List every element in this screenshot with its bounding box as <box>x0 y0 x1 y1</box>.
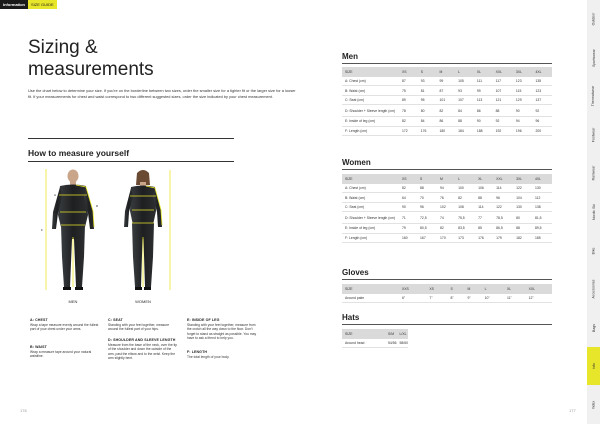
table-row <box>342 77 552 86</box>
table-cell: 6" <box>399 294 426 303</box>
tab-sportswear[interactable] <box>587 39 600 79</box>
table-row <box>342 294 552 303</box>
tab-label: Bike <box>591 247 596 254</box>
table-cell: 89,5 <box>532 224 552 233</box>
column-header: L <box>455 174 475 184</box>
divider <box>28 138 234 139</box>
page-title-line1: Sizing & <box>28 37 98 58</box>
table-cell: 95 <box>418 95 437 104</box>
note-title: F: LENGTH <box>187 350 208 354</box>
table-cell: 138 <box>532 202 552 211</box>
row-label: C: Seat (cm) <box>342 95 399 104</box>
table-cell: 93 <box>418 77 437 86</box>
divider <box>342 279 552 280</box>
table-cell: 88 <box>475 193 493 202</box>
column-header: 3XL <box>513 67 533 77</box>
table-cell: 172 <box>399 126 418 135</box>
section-tabs <box>587 0 600 424</box>
table-cell: 74 <box>437 212 455 224</box>
column-header: SIZE <box>342 67 399 77</box>
table-cell: 79 <box>399 224 417 233</box>
table-cell: 77 <box>475 212 493 224</box>
tab-label: Sportswear <box>591 48 596 67</box>
tab-accessories[interactable] <box>587 270 600 310</box>
table-cell: 9" <box>465 294 482 303</box>
right-page-number: 177 <box>569 408 576 413</box>
column-header: XXL <box>493 174 513 184</box>
table-cell: 88 <box>513 224 532 233</box>
table-cell: 111 <box>474 77 493 86</box>
table-cell: 180 <box>436 126 455 135</box>
table-cell: 105 <box>455 77 474 86</box>
table-cell: 182 <box>513 233 532 242</box>
table-cell: 130 <box>513 202 532 211</box>
table-cell: 129 <box>513 95 533 104</box>
note-length <box>187 350 257 359</box>
table-cell: 88 <box>493 105 513 117</box>
note-text: The total length of your body. <box>187 354 230 359</box>
table-cell: 78 <box>399 105 418 117</box>
column-header: S <box>448 284 465 294</box>
table-cell: 82 <box>436 105 455 117</box>
table-cell: 81 <box>418 86 437 95</box>
table-cell: 107 <box>493 86 513 95</box>
divider <box>342 169 552 170</box>
column-header: M <box>436 67 455 77</box>
men-figure-letter-d: D <box>96 204 99 208</box>
header-tag <box>0 0 57 9</box>
table-cell: 167 <box>417 233 437 242</box>
row-label: F: Length (cm) <box>342 233 399 242</box>
table-cell: 76 <box>437 193 455 202</box>
table-row <box>342 126 552 135</box>
page-title <box>28 37 188 81</box>
tab-info[interactable] <box>587 347 600 387</box>
men-size-table <box>342 67 552 136</box>
tab-label: Outdoor <box>591 12 596 26</box>
table-row <box>342 184 552 193</box>
note-title: D: SHOULDER AND SLEEVE LENGTH <box>108 338 176 342</box>
left-page-number: 176 <box>20 408 27 413</box>
column-header: XXL <box>526 284 552 294</box>
table-cell: 64 <box>399 193 417 202</box>
table-cell: 106 <box>475 184 493 193</box>
women-figure <box>108 167 178 294</box>
table-row <box>342 117 552 126</box>
women-caption: WOMEN <box>135 299 151 304</box>
table-cell: 84 <box>455 105 474 117</box>
column-header: XS <box>399 174 417 184</box>
table-cell: 90 <box>399 202 417 211</box>
column-header: SIZE <box>342 174 399 184</box>
table-cell: 94 <box>437 184 455 193</box>
men-figure-letter-e: E <box>75 262 78 266</box>
column-header: XS <box>399 67 418 77</box>
table-header-row <box>342 284 552 294</box>
table-cell: 123 <box>532 86 552 95</box>
table-cell: 71 <box>399 212 417 224</box>
table-cell: 85 <box>475 224 493 233</box>
table-cell: 102 <box>437 202 455 211</box>
table-cell: 10" <box>482 294 504 303</box>
table-cell: 100 <box>455 184 475 193</box>
table-cell: 81,5 <box>532 212 552 224</box>
column-header: S <box>417 174 437 184</box>
table-cell: 170 <box>437 233 455 242</box>
table-cell: 96 <box>493 193 513 202</box>
table-cell: 86 <box>474 105 493 117</box>
table-cell: 96 <box>532 117 552 126</box>
table-cell: 176 <box>475 233 493 242</box>
note-text: Standing with your feet together, measure from the crotch all the way down to the floor. Don't forget to stand as straight as possible. You may have to ask a friend to help you. <box>187 322 257 341</box>
note-text: Wrap a tape measure evenly around the fullest part of your chest under your arms. <box>30 322 99 332</box>
table-cell: 122 <box>513 184 532 193</box>
table-row <box>342 202 552 211</box>
tab-label: Rainwear <box>591 166 596 181</box>
tab-rainwear[interactable] <box>587 154 600 194</box>
tab-label: Thermalwear <box>591 86 596 107</box>
table-cell: 80 <box>418 105 437 117</box>
note-inside-leg <box>187 318 257 341</box>
tab-footwear[interactable] <box>587 116 600 156</box>
gloves-size-table <box>342 284 552 303</box>
table-cell: 82 <box>399 117 418 126</box>
row-label: E: Inside of leg (cm) <box>342 224 399 233</box>
column-header: XS <box>426 284 447 294</box>
table-cell: 112 <box>532 193 552 202</box>
table-cell: 82 <box>399 184 417 193</box>
table-cell: 86 <box>436 117 455 126</box>
table-cell: 92 <box>532 105 552 117</box>
divider <box>342 324 552 325</box>
table-cell: 11" <box>504 294 526 303</box>
note-waist <box>30 345 100 359</box>
table-cell: 99 <box>474 86 493 95</box>
column-header: XL <box>474 67 493 77</box>
row-label: Around head <box>342 339 385 348</box>
table-header-row <box>342 67 552 77</box>
note-title: E: INSIDE OF LEG <box>187 318 220 322</box>
tab-label: Nordic Ski <box>591 204 596 220</box>
table-cell: 113 <box>474 95 493 104</box>
table-cell: 114 <box>475 202 493 211</box>
table-cell: 7" <box>426 294 447 303</box>
row-label: A: Chest (cm) <box>342 184 399 193</box>
note-text: Standing with your feet together, measure around the fullest part of your hips. <box>108 322 170 332</box>
note-title: A: CHEST <box>30 318 48 322</box>
tab-label: Accessories <box>591 279 596 299</box>
note-text: Measure from the base of the neck, over the tip of the shoulder and down the outside of the arm, past the elbow and to the wrist. Keep the arm slightly bent. <box>108 342 178 361</box>
table-cell: 96 <box>417 202 437 211</box>
row-label: Around palm <box>342 294 399 303</box>
column-header: S/M <box>385 329 397 339</box>
table-cell: 115 <box>513 86 533 95</box>
column-header: 4XL <box>532 67 552 77</box>
table-row <box>342 212 552 224</box>
table-cell: 122 <box>493 202 513 211</box>
table-cell: 88 <box>455 117 474 126</box>
row-label: A: Chest (cm) <box>342 77 399 86</box>
men-figure-letter-b: B <box>54 210 57 214</box>
table-row <box>342 193 552 202</box>
column-header: XL <box>504 284 526 294</box>
table-row <box>342 339 408 348</box>
table-row <box>342 233 552 242</box>
table-cell: 137 <box>532 95 552 104</box>
note-shoulder <box>108 338 178 361</box>
table-cell: 83,5 <box>455 224 475 233</box>
table-cell: 114 <box>493 184 513 193</box>
row-label: B: Waist (cm) <box>342 193 399 202</box>
table-header-row <box>342 174 552 184</box>
table-cell: 84 <box>418 117 437 126</box>
table-cell: 188 <box>474 126 493 135</box>
men-figure-letter-f: F <box>41 228 43 232</box>
table-cell: 90 <box>474 117 493 126</box>
column-header: S <box>418 67 437 77</box>
howto-title: How to measure yourself <box>28 148 130 158</box>
men-caption: MEN <box>68 299 78 304</box>
row-label: D: Shoulder + Sleeve length (cm) <box>342 212 399 224</box>
table-cell: 107 <box>455 95 474 104</box>
column-header: L <box>482 284 504 294</box>
column-header: M <box>465 284 482 294</box>
tab-outdoor[interactable] <box>587 0 600 40</box>
men-figure <box>38 167 108 294</box>
table-cell: 173 <box>455 233 475 242</box>
table-cell: 89 <box>399 95 418 104</box>
page-title-line2: measurements <box>28 59 154 80</box>
tab-label: Bags <box>591 323 596 332</box>
table-cell: 78,5 <box>493 212 513 224</box>
table-cell: 92 <box>493 117 513 126</box>
table-cell: 176 <box>418 126 437 135</box>
table-cell: 90 <box>513 105 533 117</box>
row-label: C: Seat (cm) <box>342 202 399 211</box>
column-header: SIZE <box>342 329 385 339</box>
table-header-row <box>342 329 408 339</box>
table-cell: 121 <box>493 95 513 104</box>
note-chest <box>30 318 100 332</box>
table-cell: 130 <box>532 184 552 193</box>
table-cell: 80,5 <box>417 224 437 233</box>
tab-thermalwear[interactable] <box>587 77 600 117</box>
men-figure-letter-a: A <box>54 193 57 197</box>
table-cell: 58/60 <box>397 339 409 348</box>
note-title: C: SEAT <box>108 318 123 322</box>
column-header: 4XL <box>532 174 552 184</box>
tab-label: Info <box>591 363 596 370</box>
gloves-title: Gloves <box>342 268 369 277</box>
table-cell: 86,5 <box>493 224 513 233</box>
table-cell: 12" <box>526 294 552 303</box>
table-cell: 93 <box>455 86 474 95</box>
table-cell: 196 <box>513 126 533 135</box>
tab-bags[interactable] <box>587 308 600 348</box>
men-title: Men <box>342 52 358 61</box>
column-header: M <box>437 174 455 184</box>
intro-text: Use the chart below to determine your size. If you're on the borderline between two sizes, order the smaller size for a tighter fit or the larger size for a looser fit. If your measurements for chest and waist correspond to two different suggested sizes, order the size indicated by your chest measurement. <box>28 88 296 99</box>
column-header: XXL <box>493 67 513 77</box>
table-cell: 75,5 <box>455 212 475 224</box>
table-cell: 101 <box>436 95 455 104</box>
column-header: XL <box>475 174 493 184</box>
table-cell: 99 <box>436 77 455 86</box>
table-cell: 104 <box>513 193 532 202</box>
hats-title: Hats <box>342 313 360 322</box>
women-title: Women <box>342 158 371 167</box>
column-header: L <box>455 67 474 77</box>
table-cell: 54/56 <box>385 339 397 348</box>
table-cell: 108 <box>455 202 475 211</box>
table-cell: 94 <box>513 117 533 126</box>
table-cell: 117 <box>493 77 513 86</box>
table-cell: 82 <box>437 224 455 233</box>
table-cell: 179 <box>493 233 513 242</box>
table-row <box>342 105 552 117</box>
table-cell: 82 <box>455 193 475 202</box>
header-section: Information <box>0 0 28 9</box>
row-label: B: Waist (cm) <box>342 86 399 95</box>
table-cell: 160 <box>399 233 417 242</box>
women-size-table <box>342 174 552 243</box>
divider <box>342 63 552 64</box>
hats-size-table <box>342 329 408 348</box>
column-header: SIZE <box>342 284 399 294</box>
table-cell: 80 <box>513 212 532 224</box>
column-header: 3XL <box>513 174 532 184</box>
table-row <box>342 224 552 233</box>
row-label: F: Length (cm) <box>342 126 399 135</box>
table-cell: 87 <box>436 86 455 95</box>
table-cell: 70 <box>417 193 437 202</box>
note-title: B: WAIST <box>30 345 47 349</box>
tab-label: Footwear <box>591 127 596 143</box>
column-header: XXS <box>399 284 426 294</box>
header-page: SIZE GUIDE <box>28 0 57 9</box>
table-cell: 75 <box>399 86 418 95</box>
table-cell: 192 <box>493 126 513 135</box>
table-cell: 87 <box>399 77 418 86</box>
table-row <box>342 95 552 104</box>
men-figure-letter-c: C <box>54 223 57 227</box>
table-cell: 184 <box>455 126 474 135</box>
table-cell: 123 <box>513 77 533 86</box>
column-header: L/XL <box>397 329 409 339</box>
table-cell: 72,5 <box>417 212 437 224</box>
row-label: D: Shoulder + Sleeve length (cm) <box>342 105 399 117</box>
tab-index[interactable] <box>587 385 600 425</box>
tab-nordic-ski[interactable] <box>587 193 600 233</box>
note-seat <box>108 318 178 332</box>
table-cell: 88 <box>417 184 437 193</box>
table-cell: 135 <box>532 77 552 86</box>
table-cell: 200 <box>532 126 552 135</box>
tab-bike[interactable] <box>587 231 600 271</box>
tab-label: Index <box>591 400 596 409</box>
row-label: E: Inside of leg (cm) <box>342 117 399 126</box>
table-cell: 8" <box>448 294 465 303</box>
table-row <box>342 86 552 95</box>
table-cell: 185 <box>532 233 552 242</box>
divider <box>28 161 234 162</box>
note-text: Wrap a measure tape around your natural waistline. <box>30 349 92 359</box>
